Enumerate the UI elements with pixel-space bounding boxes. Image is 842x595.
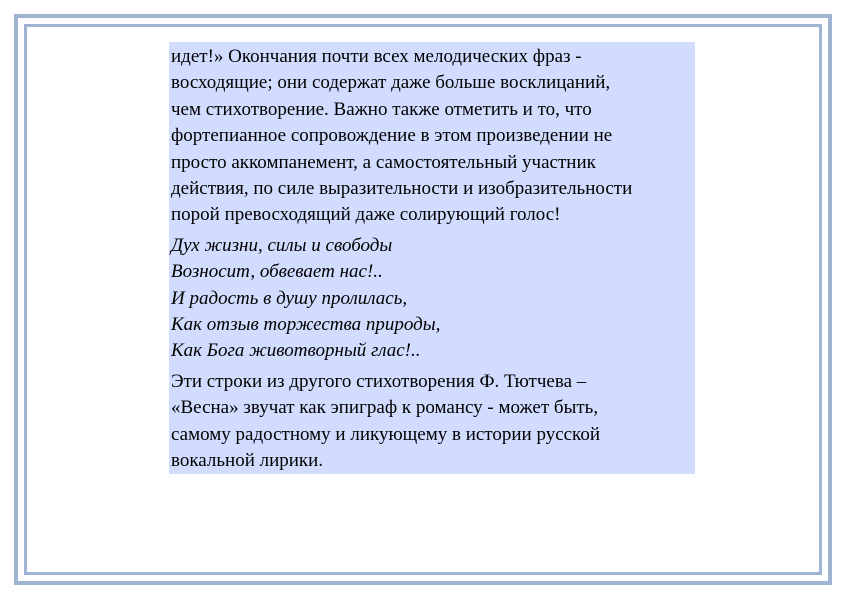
paragraph-line: фортепианное сопровождение в этом произведении не: [171, 125, 613, 147]
paragraph-intro: [171, 44, 695, 229]
paragraph-line: порой превосходящий даже солирующий голос!: [171, 204, 561, 226]
paragraph-line: «Весна» звучат как эпиграф к романсу - может быть,: [171, 397, 599, 419]
poem-verse: [171, 233, 695, 365]
text-block: [169, 42, 695, 474]
verse-line: Возносит, обвевает нас!..: [171, 261, 383, 283]
paragraph-line: идет!» Окончания почти всех мелодических фраз -: [171, 46, 582, 67]
paragraph-line: вокальной лирики.: [171, 450, 324, 472]
paragraph-line: восходящие; они содержат даже больше восклицаний,: [171, 72, 611, 94]
verse-line: И радость в душу пролилась,: [171, 287, 408, 309]
verse-line: Как отзыв торжества природы,: [171, 314, 441, 336]
verse-line: Дух жизни, силы и свободы: [171, 234, 393, 256]
paragraph-line: Эти строки из другого стихотворения Ф. Тютчева –: [171, 370, 587, 392]
verse-line: Как Бога животворный глас!..: [171, 340, 421, 362]
paragraph-outro: [171, 369, 695, 475]
paragraph-line: чем стихотворение. Важно также отметить и то, что: [171, 98, 592, 120]
paragraph-line: действия, по силе выразительности и изобразительности: [171, 178, 633, 200]
paragraph-line: самому радостному и ликующему в истории русской: [171, 423, 600, 445]
paragraph-line: просто аккомпанемент, а самостоятельный участник: [171, 151, 596, 173]
